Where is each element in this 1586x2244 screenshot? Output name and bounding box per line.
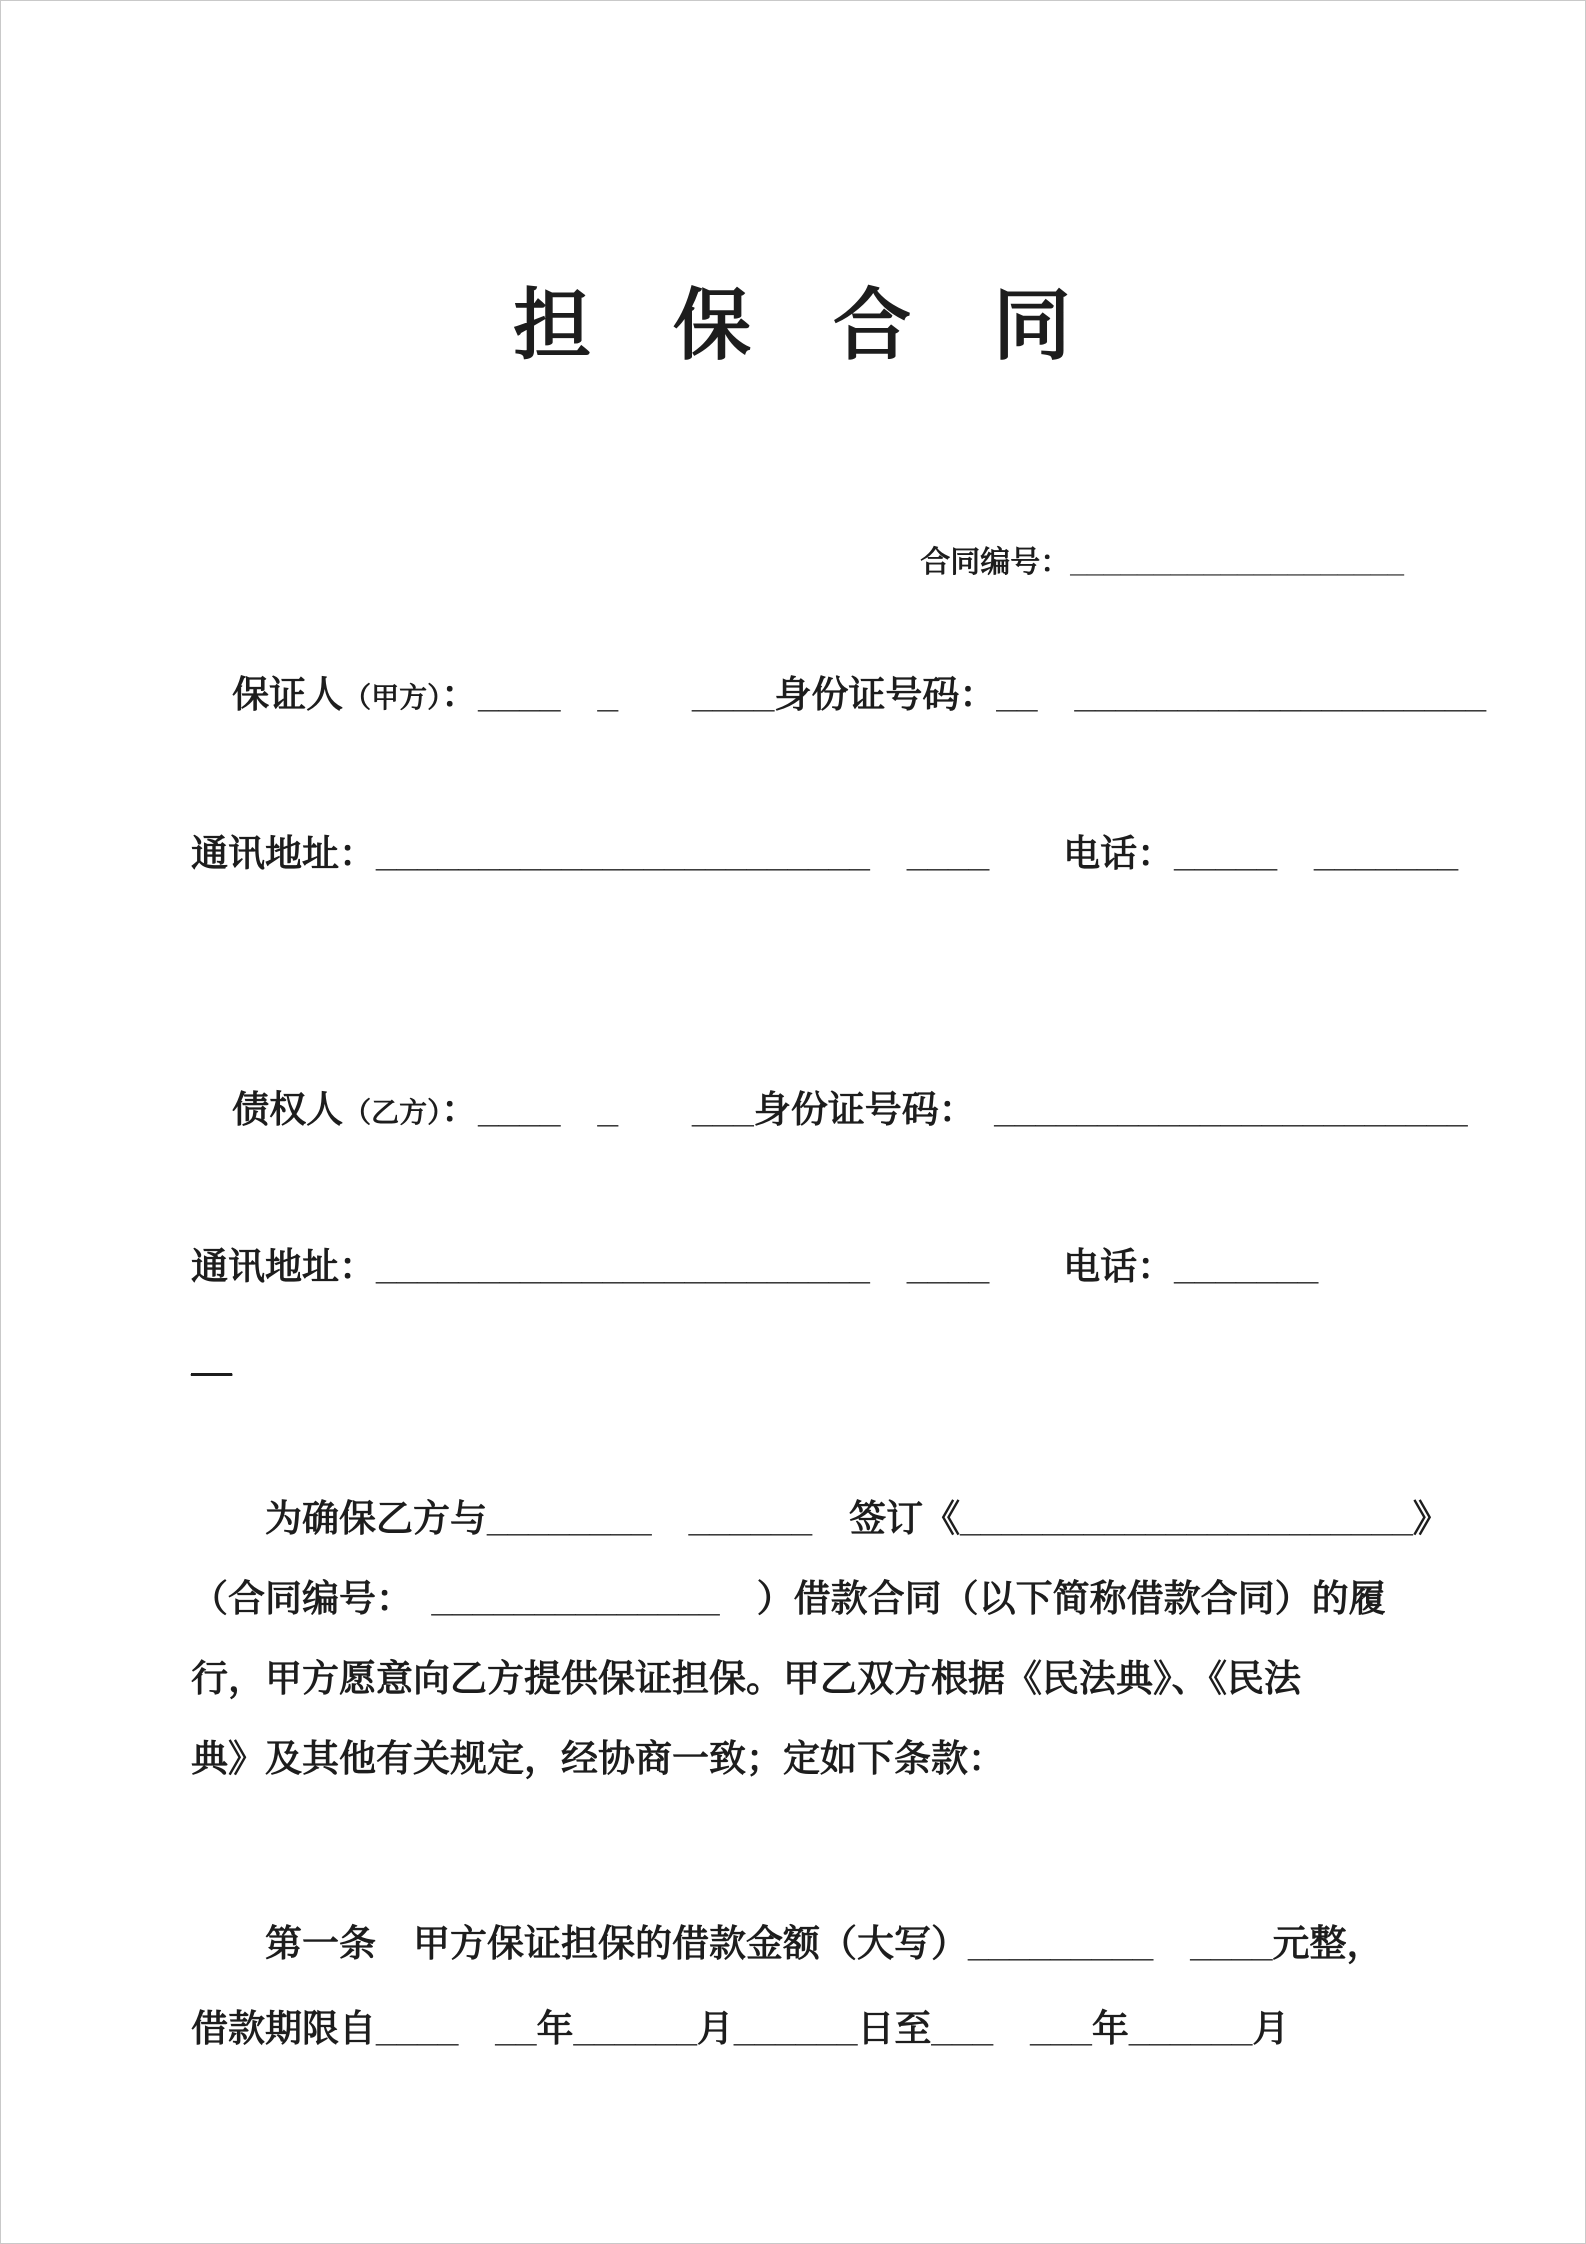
- clause1-line-2: 借款期限自____ __年______月______日至___ ___年______月: [191, 2008, 1290, 2049]
- preamble-line-3: 行，甲方愿意向乙方提供保证担保。甲乙双方根据《民法典》、《民法: [191, 1658, 1301, 1699]
- creditor-label: 债权人: [232, 1089, 344, 1131]
- guarantor-paren-label: （甲方）: [343, 682, 442, 714]
- preamble-line-2: （合同编号： ______________ ）借款合同（以下简称借款合同）的履: [191, 1578, 1386, 1619]
- guarantor-label: 保证人: [232, 674, 344, 716]
- creditor-name-and-id-blanks[interactable]: ：____ _ ___身份证号码： _______________________: [441, 1089, 1468, 1131]
- creditor-line: [191, 1041, 1468, 1180]
- phone-blank-wrap[interactable]: __: [191, 1338, 233, 1379]
- document-title: 担 保 合 同: [512, 281, 1073, 369]
- contract-number-label: 合同编号：: [920, 545, 1071, 579]
- clause1-line-1: 第一条 甲方保证担保的借款金额（大写）_________ ____元整，: [191, 1923, 1384, 1964]
- guarantor-name-and-id-blanks[interactable]: ：____ _ ____身份证号码：__ ____________________: [441, 674, 1487, 716]
- preamble-line-4: 典》及其他有关规定，经协商一致；定如下条款：: [191, 1738, 1005, 1779]
- contract-number-line: [887, 506, 1404, 619]
- preamble-line-1: 为确保乙方与________ ______ 签订《______________________》: [191, 1498, 1450, 1539]
- creditor-address-line[interactable]: 通讯地址：________________________ ____ 电话：_______: [191, 1246, 1319, 1287]
- contract-number-blank[interactable]: ____________________: [1070, 545, 1404, 579]
- guarantor-line: [191, 626, 1486, 765]
- creditor-paren-label: （乙方）: [343, 1097, 442, 1129]
- guarantor-address-line[interactable]: 通讯地址：________________________ ____ 电话：_____ _______: [191, 833, 1459, 874]
